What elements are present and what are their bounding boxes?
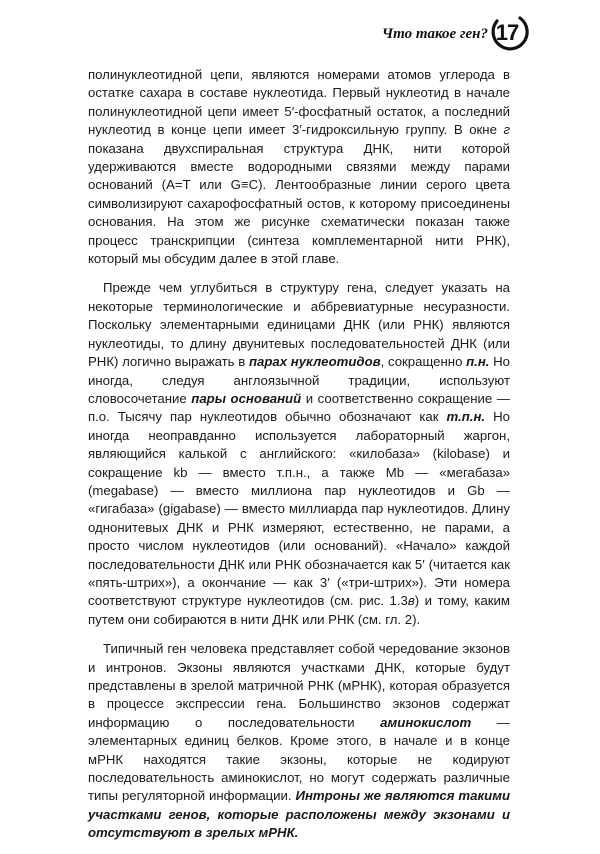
running-title: Что такое ген? xyxy=(381,26,488,42)
body-text xyxy=(88,66,510,854)
emphasis-term: парах нуклеотидов xyxy=(248,354,381,370)
text-run: и соответственно сокращение — п.о. Тысячу пар нуклеотидов обычно обозначают как xyxy=(88,390,510,425)
emphasis-term: Интроны же являются такими участками генов, которые расположены между экзонами и отсутствуют в зрелых мРНК. xyxy=(88,788,511,841)
text-run: показана двухспиральная структура ДНК, нити которой удерживаются вместе водородными связями между парами оснований (A=T или G≡C). Лентообразные линии серого цвета символизируют сахарофосфатный остов, к которому присоединены основания. На этом же рисунке схематически показан также процесс транскрипции (синтеза комплементарной нити РНК), который мы обсудим далее в этой главе. xyxy=(88,140,510,267)
paragraph xyxy=(88,279,510,629)
emphasis-term: п.н. xyxy=(466,354,490,370)
paragraph xyxy=(88,66,510,268)
text-run: Но иногда неоправданно используется лабораторный жаргон, являющийся калькой с английского: «килобаза» (kilobase) и сокращение kb — вместо т.п.н., а также Mb — «мегабаза» (megabase) — вместо миллиона пар нуклеотидов и Gb — «гигабаза» (gigabase) — вместо миллиарда пар нуклеотидов. Длину однонитевых ДНК и РНК измеряют, естественно, не парами, а просто числом нуклеотидов (или оснований). «Начало» каждой последовательности ДНК или РНК обозначается как 5′ (читается как «пять-штрих»), а окончание — как 3′ («три-штрих»). Эти номера соответствуют структуре нуклеотидов (см. рис. 1.3 xyxy=(88,409,510,609)
text-run: Типичный ген человека представляет собой чередование экзонов и интронов. Экзоны являются участками ДНК, которые будут представлены в зрелой матричной РНК (мРНК), которая образуется в процессе экспрессии гена. Большинство экзонов содержат информацию о последовательности xyxy=(88,641,510,730)
italic-ref: г xyxy=(503,122,510,138)
paragraph xyxy=(88,640,510,842)
text-run: , сокращенно xyxy=(380,354,467,370)
text-run: ) и тому, каким путем они собираются в нити ДНК или РНК (см. гл. 2). xyxy=(88,593,510,627)
italic-ref: в xyxy=(407,593,415,609)
emphasis-term: пары оснований xyxy=(191,390,302,406)
page-number-badge xyxy=(487,12,529,54)
emphasis-term: аминокислот xyxy=(380,714,472,730)
text-run: Прежде чем углубиться в структуру гена, следует указать на некоторые терминологические и аббревиатурные несуразности. Поскольку элементарными единицами ДНК (или РНК) являются нуклеотиды, то длину двунитевых последовательностей ДНК (или РНК) логично выражать в xyxy=(88,280,510,370)
text-run: Но иногда, следуя англоязычной традиции, используют словосочетание xyxy=(88,354,511,406)
emphasis-term: т.п.н. xyxy=(446,409,486,425)
page-number: 17 xyxy=(495,20,519,45)
text-run: полинуклеотидной цепи, являются номерами атомов углерода в остатке сахара в составе нуклеотида. Первый нуклеотид в начале полинуклеотидной цепи имеет 5′-фосфатный остаток, а последний нуклеотид в конце цепи имеет 3′-гидроксильную группу. В окне xyxy=(88,67,510,138)
text-run: — элементарных единиц белков. Кроме этого, в начале и в конце мРНК находятся такие экзоны, которые не кодируют последовательность аминокислот, но могут содержать различные типы регуляторной информации. xyxy=(88,714,510,804)
